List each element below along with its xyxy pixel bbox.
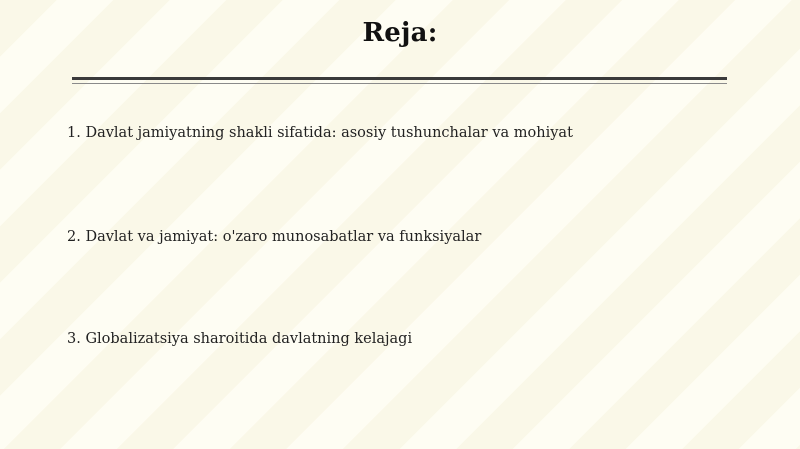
- slide-title: Reja:: [362, 18, 438, 48]
- divider-thin-line: [72, 83, 727, 84]
- plan-item-2: 2. Davlat va jamiyat: o'zaro munosabatlar va funksiyalar: [67, 229, 482, 245]
- divider-thick-line: [72, 77, 727, 80]
- plan-item-1: 1. Davlat jamiyatning shakli sifatida: asosiy tushunchalar va mohiyat: [67, 125, 573, 141]
- plan-item-3: 3. Globalizatsiya sharoitida davlatning kelajagi: [67, 331, 413, 347]
- title-divider: [72, 77, 727, 86]
